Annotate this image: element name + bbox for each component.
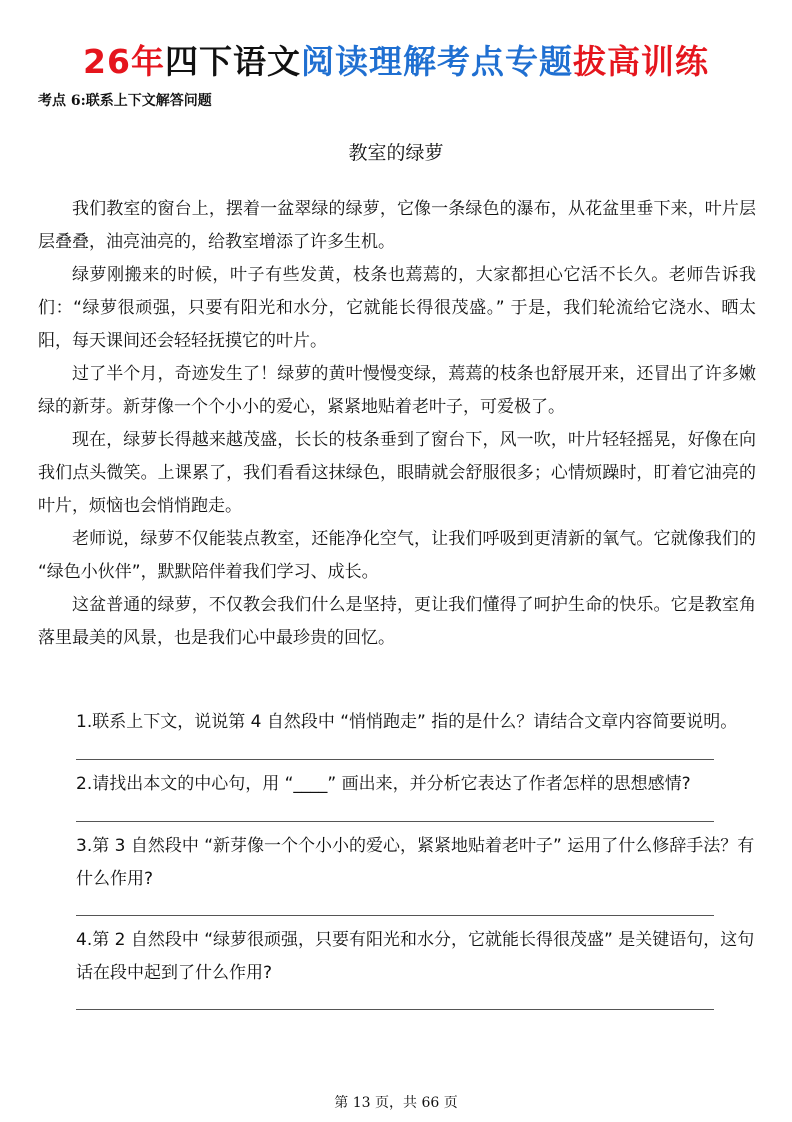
kaodian-label: 考点 6:联系上下文解答问题 xyxy=(38,93,212,109)
question-text: 2.请找出本文的中心句，用 “____” 画出来，并分析它表达了作者怎样的思想感情? xyxy=(76,774,691,794)
page-banner-title xyxy=(0,36,792,88)
article-paragraph: 这盆普通的绿萝，不仅教会我们什么是坚持，更让我们懂得了呵护生命的快乐。它是教室角落里最美的风景，也是我们心中最珍贵的回忆。 xyxy=(38,595,756,648)
question-item xyxy=(76,768,756,822)
answer-line[interactable] xyxy=(76,759,714,760)
banner-subject-segment: 四下语文 xyxy=(164,42,301,81)
article-paragraph: 过了半个月，奇迹发生了！绿萝的黄叶慢慢变绿，蔫蔫的枝条也舒展开来，还冒出了许多嫩绿的新芽。新芽像一个个小小的爱心，紧紧地贴着老叶子，可爱极了。 xyxy=(38,364,756,417)
answer-line[interactable] xyxy=(76,915,714,916)
question-text: 4.第 2 自然段中 “绿萝很顽强，只要有阳光和水分，它就能长得很茂盛” 是关键语句，这句话在段中起到了什么作用? xyxy=(76,930,755,983)
banner-topic-segment: 阅读理解考点专题 xyxy=(300,42,573,81)
banner-year-segment: 26年 xyxy=(83,42,165,81)
answer-line[interactable] xyxy=(76,1009,714,1010)
question-text: 1.联系上下文，说说第 4 自然段中 “悄悄跑走” 指的是什么？请结合文章内容简要说明。 xyxy=(76,712,738,732)
question-item xyxy=(76,830,756,916)
article-paragraph: 我们教室的窗台上，摆着一盆翠绿的绿萝，它像一条绿色的瀑布，从花盆里垂下来，叶片层层叠叠，油亮油亮的，给教室增添了许多生机。 xyxy=(38,199,756,252)
article-paragraph: 老师说，绿萝不仅能装点教室，还能净化空气，让我们呼吸到更清新的氧气。它就像我们的 “绿色小伙伴”，默默陪伴着我们学习、成长。 xyxy=(38,529,756,582)
article-body xyxy=(38,193,756,655)
page-number-footer: 第 13 页，共 66 页 xyxy=(334,1095,458,1111)
question-item xyxy=(76,924,756,1010)
article-paragraph: 绿萝刚搬来的时候，叶子有些发黄，枝条也蔫蔫的，大家都担心它活不长久。老师告诉我们：“绿萝很顽强，只要有阳光和水分，它就能长得很茂盛。” 于是，我们轮流给它浇水、晒太阳，每天课间还会轻轻抚摸它的叶片。 xyxy=(38,265,756,351)
question-list xyxy=(76,706,756,1010)
question-text: 3.第 3 自然段中 “新芽像一个个小小的爱心，紧紧地贴着老叶子” 运用了什么修辞手法？有什么作用? xyxy=(76,836,755,889)
answer-line[interactable] xyxy=(76,821,714,822)
question-item xyxy=(76,706,756,760)
article-paragraph: 现在，绿萝长得越来越茂盛，长长的枝条垂到了窗台下，风一吹，叶片轻轻摇晃，好像在向我们点头微笑。上课累了，我们看看这抹绿色，眼睛就会舒服很多；心情烦躁时，盯着它油亮的叶片，烦恼也会悄悄跑走。 xyxy=(38,430,756,516)
article-title: 教室的绿萝 xyxy=(348,142,444,164)
banner-training-segment: 拔高训练 xyxy=(572,42,709,81)
